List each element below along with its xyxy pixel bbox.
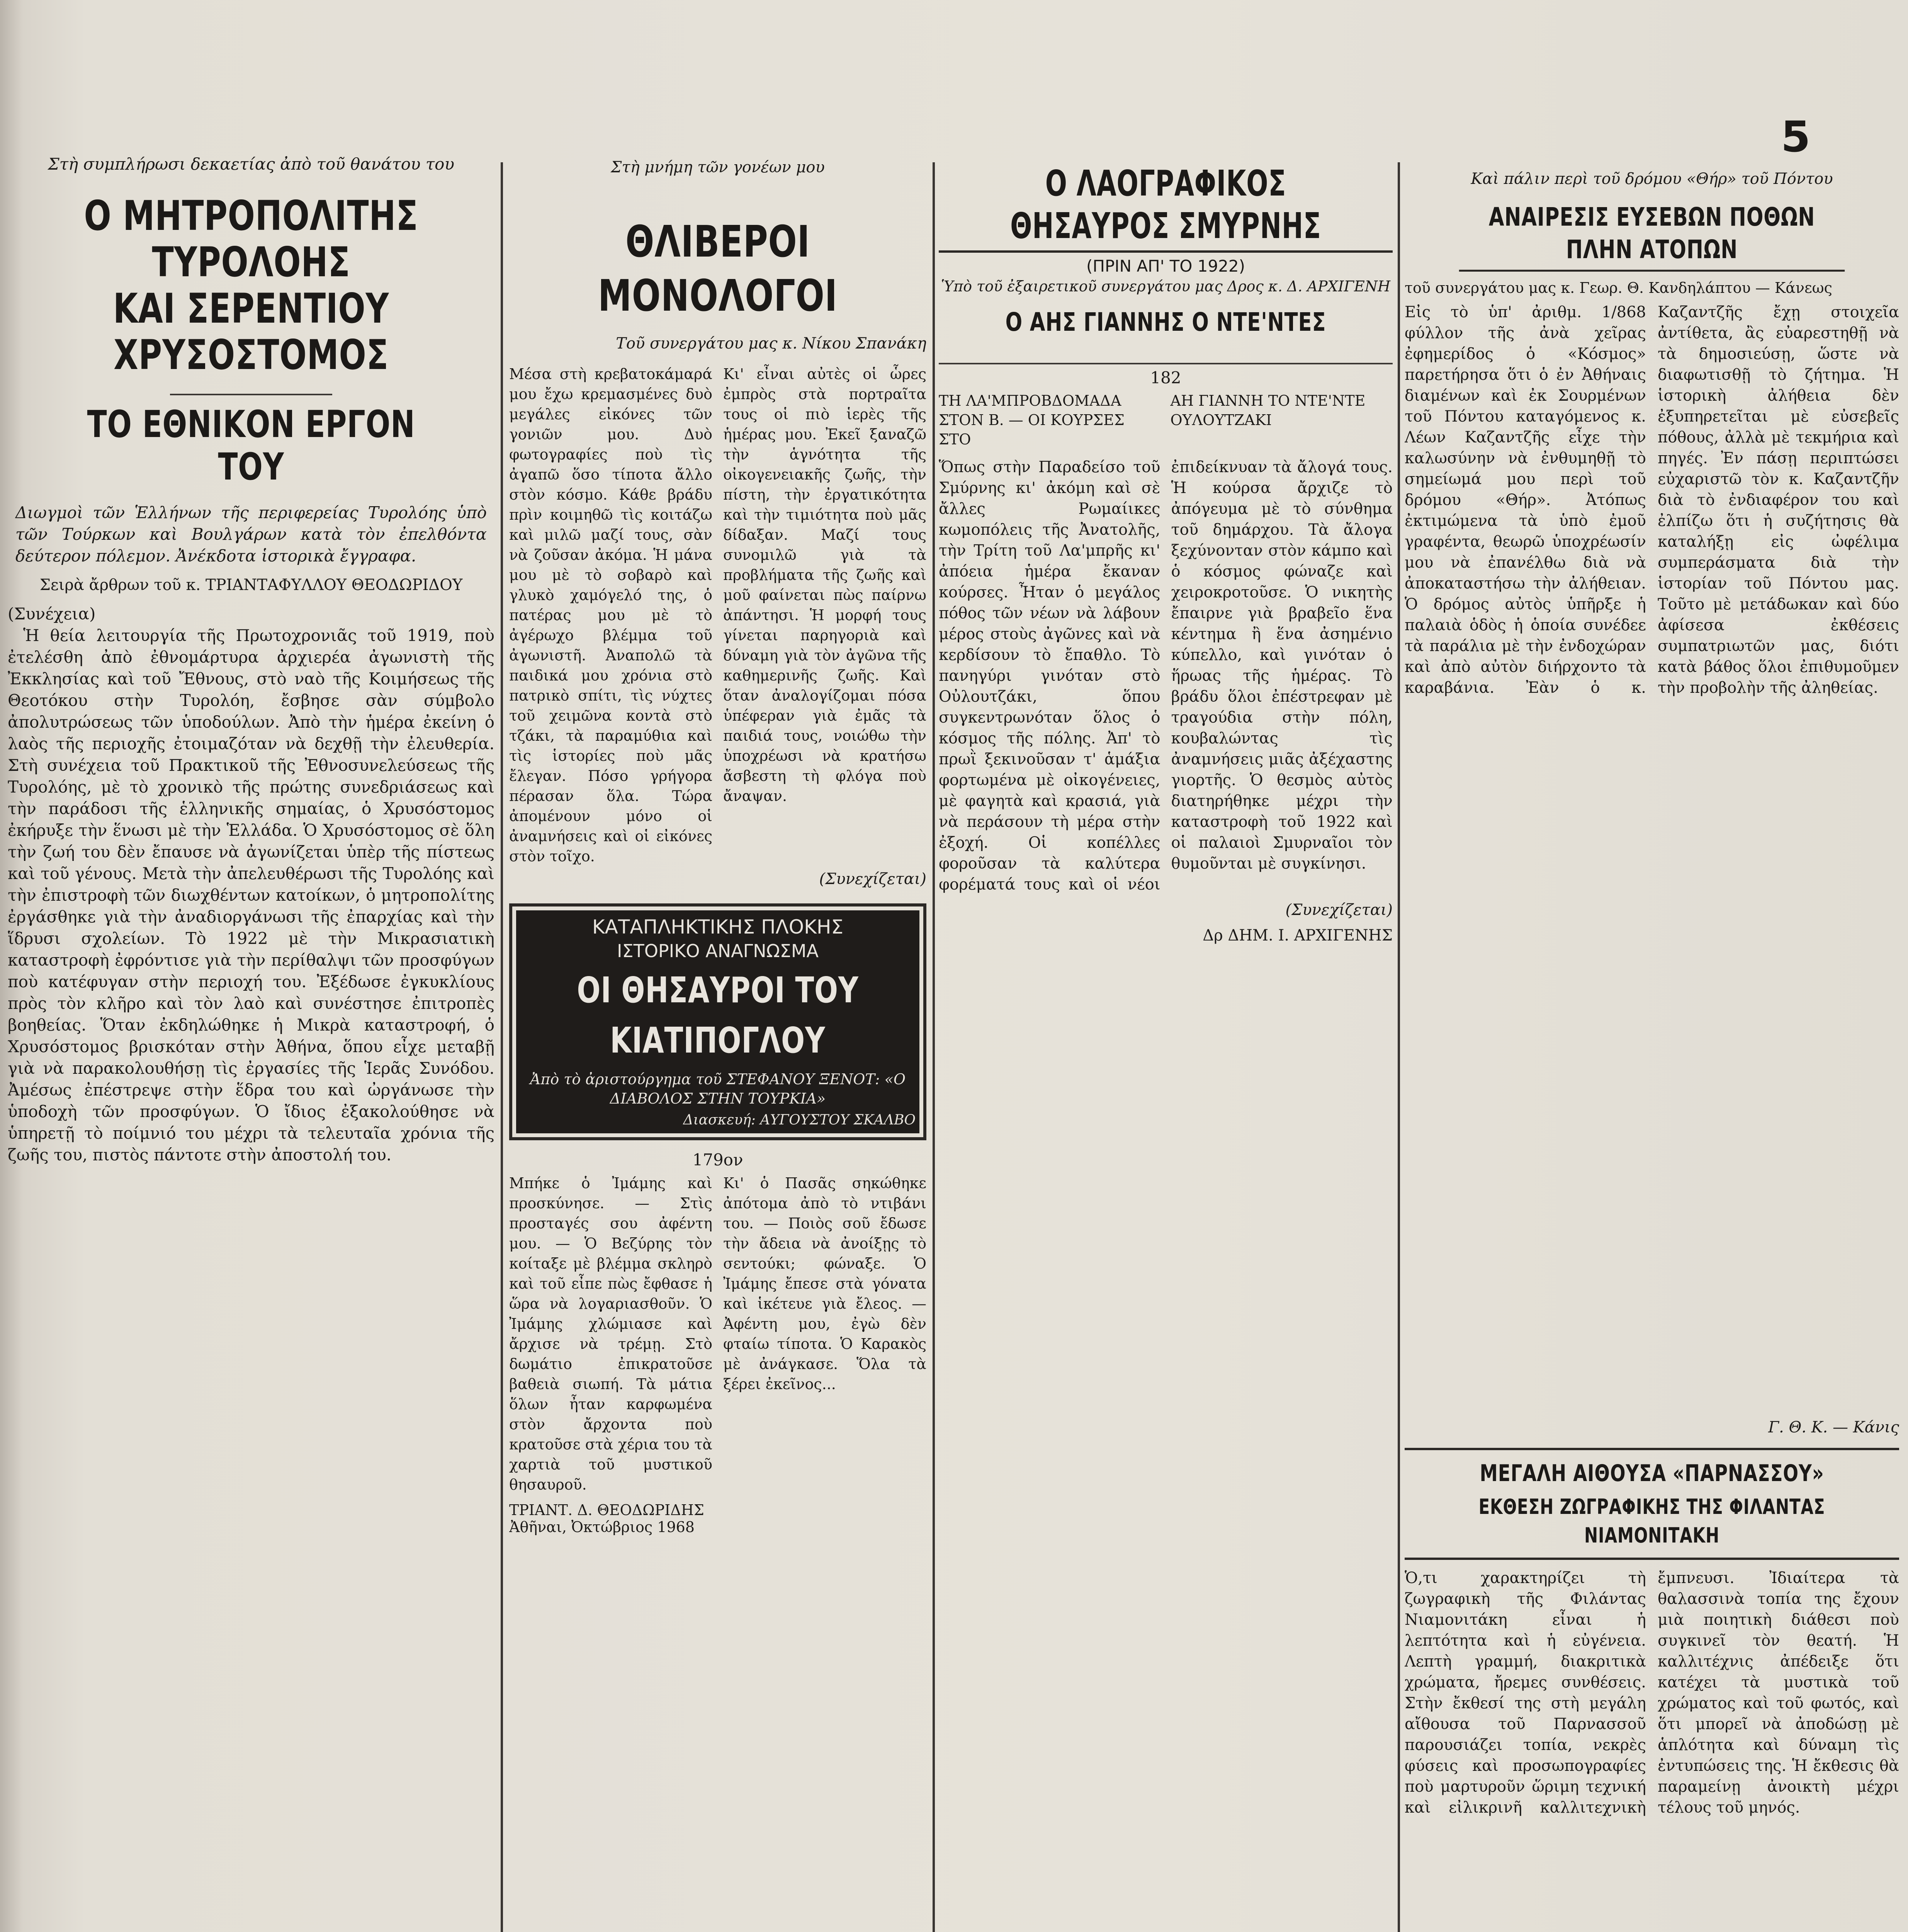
column-2: [509, 155, 926, 1932]
article-subheadline: ΤΟ ΕΘΝΙΚΟΝ ΕΡΓΟΝ ΤΟΥ: [87, 403, 415, 488]
continued-note: (Συνεχίζεται): [819, 870, 926, 888]
article-subheadline: (ΠΡΙΝ ΑΠ' ΤΟ 1922): [1086, 257, 1245, 276]
article-labels: [939, 391, 1393, 449]
article-credit: Ὑπὸ τοῦ ἐξαιρετικοῦ συνεργάτου μας Δρος κ. Δ. ΑΡΧΙΓΕΝΗ: [941, 278, 1391, 295]
column-rule: [933, 162, 935, 1932]
article-body: Ἡ θεία λειτουργία τῆς Πρωτοχρονιᾶς τοῦ 1919, ποὺ ἐτελέσθη ἀπὸ ἐθνομάρτυρα ἀρχιερέα ἀγωνιστὴ τῆς Ἐκκλησίας καὶ τοῦ Ἔθνους, στὸ ναὸ τῆς Κοιμήσεως τῆς Θεοτόκου στὴν Τυρολόη, ἔσβησε σὰν σύμβολο ἀπολυτρώσεως τῶν ὑποδούλων. Ἀπὸ τὴν ἡμέρα ἐκείνη ὁ λαὸς τῆς περιοχῆς ἐτοιμαζόταν νὰ δεχθῇ τὴν ἐλευθερία. Στὴ συνέχεια τοῦ Πρακτικοῦ τῆς Ἐθνοσυνελεύσεως τῆς Τυρολόης, μὲ τὸ χρονικὸ τῆς πρώτης συνεδριάσεως καὶ τὴν παράδοσι τῆς ἑλληνικῆς σημαίας, ὁ Χρυσόστομος ἐκήρυξε τὴν ἕνωσι μὲ τὴν Ἑλλάδα. Ὁ Χρυσόστομος σὲ ὅλη τὴν ζωή του δὲν ἔπαυσε νὰ ἀγωνίζεται ὑπὲρ τῆς πίστεως καὶ τοῦ γένους. Μετὰ τὴν ἀπελευθέρωσι τῆς Τυρολόης καὶ τὴν ἐπιστροφὴ τῶν διωχθέντων κατοίκων, ὁ μητροπολίτης ἐργάσθηκε γιὰ τὴν ἀναδιοργάνωσι τῆς ἐπαρχίας καὶ τὴν ἵδρυσι σχολείων. Τὸ 1922 μὲ τὴν Μικρασιατικὴ καταστροφὴ ἐφρόντισε γιὰ τὴν περίθαλψι τῶν προσφύγων ποὺ κατέφυγαν στὴν περιοχή του. Ἐξέδωσε ἐγκυκλίους πρὸς τὸν κλῆρο καὶ τὸν λαὸ καὶ συνέστησε ἐπιτροπὲς βοηθείας. Ὅταν ἐκδηλώθηκε ἡ Μικρὰ καταστροφή, ὁ Χρυσόστομος βρισκόταν στὴν Ἀθήνα, ὅπου εἶχε μεταβῇ γιὰ νὰ παρακολουθήσῃ τὶς ἐργασίες τῆς Ἱερᾶς Συνόδου. Ἀμέσως ἐπέστρεψε στὴν ἕδρα του καὶ ὠργάνωσε τὴν ὑποδοχὴ τῶν προσφύγων. Ὁ ἴδιος ἐξακολούθησε νὰ ὑπηρετῇ τὸ ποίμνιό του μέχρι τὰ τελευταῖα χρόνια τῆς ζωῆς του, πιστὸς πάντοτε στὴν ἀποστολή του.: [8, 626, 494, 1164]
label-right: ΑΗ ΓΙΑΝΝΗ ΤΟ ΝΤΕ'ΝΤΕ ΟΥΛΟΥΤΖΑΚΙ: [1170, 392, 1366, 429]
serial-body: Μπήκε ὁ Ἰμάμης καὶ προσκύνησε. — Στὶς προσταγές σου ἀφέντη μου. — Ὁ Βεζύρης τὸν κοίταξε μὲ βλέμμα σκληρὸ καὶ τοῦ εἶπε πὼς ἔφθασε ἡ ὥρα νὰ λογαριασθοῦν. Ὁ Ἰμάμης χλώμιασε καὶ ἄρχισε νὰ τρέμῃ. Στὸ δωμάτιο ἐπικρατοῦσε βαθειὰ σιωπή. Τὰ μάτια ὅλων ἦταν καρφωμένα στὸν ἄρχοντα ποὺ κρατοῦσε στὰ χέρια του τὰ χαρτιὰ τοῦ μυστικοῦ θησαυροῦ.: [509, 1175, 712, 1493]
serial-subtitle: Ἀπὸ τὸ ἀριστούργημα τοῦ ΣΤΕΦΑΝΟΥ ΞΕΝΟΤ: «Ο ΔΙΑΒΟΛΟΣ ΣΤΗΝ ΤΟΥΡΚΙΑ»: [530, 1071, 906, 1107]
episode-number: 179ον: [692, 1150, 743, 1169]
installment-number: 182: [1150, 368, 1181, 387]
article-body: Ὅπως στὴν Παραδείσο τοῦ Σμύρνης κι' ἀκόμη καὶ σὲ ἄλλες Ρωμαίικες κωμοπόλεις τῆς Ἀνατολῆς, τὴν Τρίτη τοῦ Λα'μπρῆς κι' ἀπόεια ἡμέρα ἔκαναν κούρσες. Ἦταν ὁ μεγάλος πόθος τῶν νέων νὰ λάβουν μέρος στοὺς ἀγῶνες καὶ νὰ κερδίσουν τὸ ἔπαθλο. Τὸ πανηγύρι γινόταν στὸ Οὐλουτζάκι, ὅπου συγκεντρωνόταν ὅλος ὁ κόσμος τῆς πόλης. Ἀπ' τὸ πρωῒ ξεκινοῦσαν τ' ἁμάξια φορτωμένα μὲ οἰκογένειες, μὲ φαγητὰ καὶ κρασιά, γιὰ νὰ περάσουν τὴ μέρα στὴν ἐξοχή. Οἱ κοπέλλες φοροῦσαν τὰ καλύτερα φορέματά τους καὶ οἱ νέοι ἐπιδείκνυαν τὰ ἄλογά τους. Ἡ κούρσα ἄρχιζε τὸ ἀπόγευμα μὲ τὸ σύνθημα τοῦ δημάρχου. Τὰ ἄλογα ξεχύνονταν στὸν κάμπο καὶ ὁ κόσμος φώναζε καὶ χειροκροτοῦσε. Ὁ νικητὴς ἔπαιρνε γιὰ βραβεῖο ἕνα κέντημα ἢ ἕνα ἀσημένιο κύπελλο, καὶ γινόταν ὁ ἥρωας τῆς ἡμέρας. Τὸ βράδυ ὅλοι ἐπέστρεφαν μὲ τραγούδια στὴν πόλη, κουβαλώντας τὶς ἀναμνήσεις μιᾶς ἀξέχαστης γιορτῆς. Ὁ θεσμὸς αὐτὸς διατηρήθηκε μέχρι τὴν καταστροφὴ τοῦ 1922 καὶ οἱ παλαιοὶ Σμυρναῖοι τὸν θυμοῦνται μὲ συγκίνησι.: [939, 458, 1393, 893]
serial-line: ΚΑΤΑΠΛΗΚΤΙΚΗΣ ΠΛΟΚΗΣ: [592, 916, 844, 938]
article-kicker: Στὴ μνήμη τῶν γονέων μου: [611, 158, 825, 176]
column-4: [1405, 162, 1899, 1932]
article-headline: ΘΛΙΒΕΡΟΙ ΜΟΝΟΛΟΓΟΙ: [598, 217, 838, 321]
continued-note: (Συνεχίζεται): [1285, 901, 1393, 919]
exhibition-subtitle: ΕΚΘΕΣΗ ΖΩΓΡΑΦΙΚΗΣ ΤΗΣ ΦΙΛΑΝΤΑΣ ΝΙΑΜΟΝΙΤΑΚΗ: [1478, 1495, 1825, 1548]
article-byline: τοῦ συνεργάτου μας κ. Γεωρ. Θ. Κανδηλάπτου — Κάνεως: [1405, 279, 1832, 296]
author-signature: Δρ ΔΗΜ. Ι. ΑΡΧΙΓΕΝΗΣ: [1203, 927, 1393, 944]
column-rule: [501, 162, 503, 1932]
label-left: ΤΗ ΛΑ'ΜΠΡΟΒΔΟΜΑΔΑ ΣΤΟΝ Β. — ΟΙ ΚΟΥΡΣΕΣ ΣΤΟ: [939, 392, 1125, 448]
serial-adaptation: Διασκευή: ΑΥΓΟΥΣΤΟΥ ΣΚΑΛΒΟ: [683, 1112, 916, 1128]
signature-place: Ἀθῆναι, Ὀκτώβριος 1968: [509, 1519, 695, 1536]
article-headline: ΚΑΙ ΣΕΡΕΝΤΙΟΥ ΧΡΥΣΟΣΤΟΜΟΣ: [113, 285, 389, 379]
page-number: 5: [1781, 112, 1811, 162]
article-intro: Διωγμοὶ τῶν Ἑλλήνων τῆς περιφερείας Τυρολόης ὑπὸ τῶν Τούρκων καὶ Βουλγάρων κατὰ τὸν ἐπελθόντα δεύτερον πόλεμον. Ἀνέκδοτα ἱστορικὰ ἔγγραφα.: [15, 503, 487, 565]
continued-note: (Συνέχεια): [8, 604, 96, 623]
article-kicker: Καὶ πάλιν περὶ τοῦ δρόμου «Θήρ» τοῦ Πόντου: [1471, 170, 1833, 188]
serial-banner: [516, 910, 919, 1133]
serial-box: [509, 903, 926, 1140]
column-1: [8, 155, 494, 1932]
exhibition-title: ΜΕΓΑΛΗ ΑΙΘΟΥΣΑ «ΠΑΡΝΑΣΣΟΥ»: [1480, 1460, 1824, 1487]
exhibition-header: [1405, 1448, 1899, 1560]
author-signature: Γ. Θ. Κ. — Κάνις: [1768, 1418, 1899, 1436]
article-byline: Τοῦ συνεργάτου μας κ. Νίκου Σπανάκη: [616, 335, 926, 352]
serial-body: Κι' ὁ Πασᾶς σηκώθηκε ἀπότομα ἀπὸ τὸ ντιβάνι του. — Ποιὸς σοῦ ἔδωσε τὴν ἄδεια νὰ ἀνοίξῃς τὸ σεντούκι; φώναξε. Ὁ Ἰμάμης ἔπεσε στὰ γόνατα καὶ ἱκέτευε γιὰ ἔλεος. — Ἀφέντη μου, ἐγὼ δὲν φταίω τίποτα. Ὁ Καρακὸς μὲ ἀνάγκασε. Ὅλα τὰ ξέρει ἐκεῖνος...: [723, 1175, 926, 1393]
article-kicker: Στὴ συμπλήρωσι δεκαετίας ἀπὸ τοῦ θανάτου του: [48, 155, 454, 173]
series-note: Σειρὰ ἄρθρων τοῦ κ. ΤΡΙΑΝΤΑΦΥΛΛΟΥ ΘΕΟΔΩΡΙΔΟΥ: [39, 576, 463, 594]
divider: [170, 394, 332, 395]
divider: [939, 363, 1393, 364]
article-header: [939, 162, 1393, 253]
section-title: Ο ΑΗΣ ΓΙΑΝΝΗΣ Ο ΝΤΕ'ΝΤΕΣ: [1005, 307, 1326, 337]
article-body: Μέσα στὴ κρεβατοκάμαρά μου ἔχω κρεμασμένες δυὸ μεγάλες εἰκόνες τῶν γονιῶν μου. Δυὸ φωτογραφίες ποὺ τὶς ἀγαπῶ ὅσο τίποτα ἄλλο στὸν κόσμο. Κάθε βράδυ πρὶν κοιμηθῶ τὶς κοιτάζω καὶ μιλῶ μαζί τους, σὰν νὰ ζοῦσαν ἀκόμα. Ἡ μάνα μου μὲ τὸ σοβαρὸ καὶ γλυκὸ χαμόγελό της, ὁ πατέρας μου μὲ τὸ ἀγέρωχο βλέμμα τοῦ ἀγωνιστῆ. Ἀναπολῶ τὰ παιδικά μου χρόνια στὸ πατρικὸ σπίτι, τὶς νύχτες τοῦ χειμῶνα κοντὰ στὸ τζάκι, τὰ παραμύθια καὶ τὶς ἱστορίες ποὺ μᾶς ἔλεγαν. Πόσο γρήγορα πέρασαν ὅλα. Τώρα ἀπομένουν μόνο οἱ ἀναμνήσεις καὶ οἱ εἰκόνες στὸν τοῖχο.: [509, 366, 712, 865]
serial-line: ΙΣΤΟΡΙΚΟ ΑΝΑΓΝΩΣΜΑ: [617, 940, 819, 961]
column-rule: [1398, 162, 1400, 1932]
article-headline: Ο ΛΑΟΓΡΑΦΙΚΟΣ ΘΗΣΑΥΡΟΣ ΣΜΥΡΝΗΣ: [1010, 163, 1321, 247]
article-headline: Ο ΜΗΤΡΟΠΟΛΙΤΗΣ ΤΥΡΟΛΟΗΣ: [84, 192, 418, 286]
exhibition-body: Ὁ,τι χαρακτηρίζει τὴ ζωγραφικὴ τῆς Φιλάντας Νιαμονιτάκη εἶναι ἡ λεπτότητα καὶ ἡ εὐγένεια. Λεπτὴ γραμμή, διακριτικὰ χρώματα, ἤρεμες συνθέσεις. Στὴν ἔκθεσί της στὴ μεγάλη αἴθουσα τοῦ Παρνασσοῦ παρουσιάζει τοπία, νεκρὲς φύσεις καὶ προσωπογραφίες ποὺ μαρτυροῦν ὥριμη τεχνική καὶ εἰλικρινῆ καλλιτεχνικὴ ἔμπνευσι. Ἰδιαίτερα τὰ θαλασσινὰ τοπία της ἔχουν μιὰ ποιητικὴ διάθεσι ποὺ συγκινεῖ τὸν θεατή. Ἡ καλλιτέχνις ἀπέδειξε ὅτι κατέχει τὰ μυστικὰ τοῦ χρώματος καὶ τοῦ φωτός, καὶ ὅτι μπορεῖ νὰ ἀποδώσῃ μὲ ἁπλότητα καὶ δύναμη τὶς ἐντυπώσεις της. Ἡ ἔκθεσις θὰ παραμείνῃ ἀνοικτὴ μέχρι τέλους τοῦ μηνός.: [1405, 1569, 1899, 1816]
author-signature: ΤΡΙΑΝΤ. Δ. ΘΕΟΔΩΡΙΔΗΣ: [509, 1502, 704, 1519]
article-headline: ΑΝΑΙΡΕΣΙΣ ΕΥΣΕΒΩΝ ΠΟΘΩΝ ΠΛΗΝ ΑΤΟΠΩΝ: [1459, 201, 1845, 272]
article-body: Κι' εἶναι αὐτὲς οἱ ὧρες ἐμπρὸς στὰ πορτραῖτα τους οἱ πιὸ ἱερὲς τῆς ἡμέρας μου. Ἐκεῖ ξαναζῶ τὴν ἁγνότητα τῆς οἰκογενειακῆς ζωῆς, τὴν πίστη, τὴν ἐργατικότητα καὶ τὴν τιμιότητα ποὺ μᾶς δίδαξαν. Μαζί τους συνομιλῶ γιὰ τὰ προβλήματα τῆς ζωῆς καὶ μοῦ φαίνεται πὼς παίρνω ἀπάντησι. Ἡ μορφή τους γίνεται παρηγοριὰ καὶ δύναμη γιὰ τὸν ἀγῶνα τῆς καθημερινῆς ζωῆς. Καὶ ὅταν ἀναλογίζομαι πόσα ὑπέφεραν γιὰ ἐμᾶς τὰ παιδιά τους, νοιώθω τὴν ὑποχρέωσι νὰ κρατήσω ἄσβεστη τὴ φλόγα ποὺ ἄναψαν.: [723, 366, 926, 804]
column-3: [939, 162, 1393, 1932]
serial-title: ΟΙ ΘΗΣΑΥΡΟΙ ΤΟΥ ΚΙΑΤΙΠΟΓΛΟΥ: [577, 969, 859, 1061]
article-body: Εἰς τὸ ὑπ' ἀριθμ. 1/868 φύλλον τῆς ἀνὰ χεῖρας ἐφημερίδος ὁ «Κόσμος» παρετήρησα ὅτι ὁ ἐν Ἀθήναις διαμένων καὶ ἐκ Σουρμένων τοῦ Πόντου καταγόμενος κ. Λέων Καζαντζῆς εἶχε τὴν καλωσύνην νὰ ἐνθυμηθῇ τὸ σημείωμά μου περὶ τοῦ δρόμου «Θήρ». Ἀτόπως ἐκτιμώμενα τὰ ὑπὸ ἐμοῦ γραφέντα, θεωρῶ ὑποχρέωσίν μου νὰ ἐπανέλθω διὰ νὰ ἀποκαταστήσω τὴν ἀλήθειαν. Ὁ δρόμος αὐτὸς ὑπῆρξε ἡ παλαιὰ ὁδὸς ἡ ὁποία συνέδεε τὰ παράλια μὲ τὴν ἐνδοχώραν καὶ ἀπὸ αὐτὸν διήρχοντο τὰ καραβάνια. Ἐὰν ὁ κ. Καζαντζῆς ἔχῃ στοιχεῖα ἀντίθετα, ἂς εὐαρεστηθῇ νὰ τὰ δημοσιεύσῃ, ὥστε νὰ διαφωτισθῇ τὸ ζήτημα. Ἡ ἱστορικὴ ἀλήθεια δὲν ἐξυπηρετεῖται μὲ εὐσεβεῖς πόθους, ἀλλὰ μὲ τεκμήρια καὶ πηγές. Ἐν πάσῃ περιπτώσει εὐχαριστῶ τὸν κ. Καζαντζῆν διὰ τὸ ἐνδιαφέρον του καὶ ἐλπίζω ὅτι ἡ συζήτησις θὰ καταλήξῃ εἰς ὠφέλιμα συμπεράσματα διὰ τὴν ἱστορίαν τοῦ Πόντου μας. Τοῦτο μὲ μετάδωκαν καὶ δύο ἀφίσεσα ἐκθέσεις συμπατριωτῶν μας, διότι κατὰ βάθος ὅλοι ἐπιθυμοῦμεν τὴν προβολὴν τῆς ἀληθείας.: [1405, 303, 1899, 697]
